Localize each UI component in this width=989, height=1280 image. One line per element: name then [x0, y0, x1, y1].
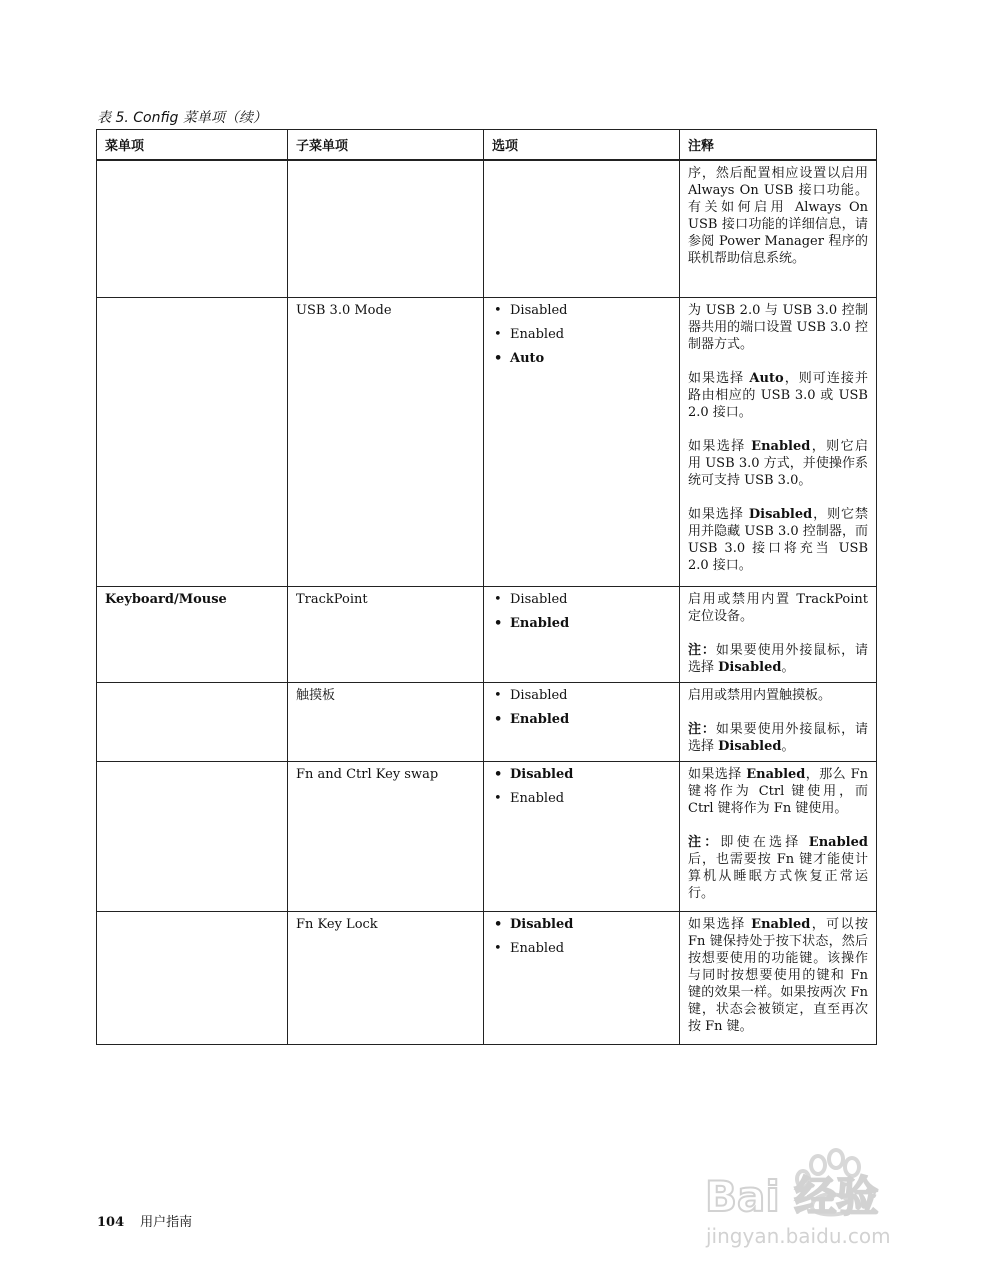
note-text: 如果选择: [688, 766, 747, 782]
option-item-default: • Disabled: [492, 766, 671, 783]
submenu-cell: [288, 160, 484, 297]
menu-cell: Keyboard/Mouse: [97, 586, 288, 682]
notes-cell: [680, 586, 877, 682]
note-text: 如果选择: [688, 916, 752, 932]
note-paragraph: [688, 438, 868, 489]
note-bold-term: Auto: [749, 370, 784, 386]
note-text: 。: [781, 659, 795, 675]
note-text: ，则它禁用并隐藏 USB 3.0 控制器，而 USB 3.0 接口将充当 USB 2.0 接口。: [688, 506, 868, 573]
option-item-default: • Enabled: [492, 615, 671, 632]
note-text: 如果选择: [688, 438, 752, 454]
option-item: • Enabled: [492, 790, 671, 807]
note-paragraph: 启用或禁用内置 TrackPoint 定位设备。: [688, 591, 868, 624]
options-list: [492, 766, 671, 807]
note-text: ，那么 Fn 键将作为 Ctrl 键使用，而 Ctrl 键将作为 Fn 键使用。: [688, 766, 868, 816]
note-label: 注：: [688, 721, 716, 737]
option-item-default: • Enabled: [492, 711, 671, 728]
table-row: [97, 911, 877, 1044]
document-title: 用户指南: [140, 1215, 193, 1230]
options-list: [492, 302, 671, 367]
note-bold-term: Disabled: [718, 659, 782, 675]
note-text: 即使在选择: [720, 834, 809, 850]
note-text: ，则可连接并路由相应的 USB 3.0 或 USB 2.0 接口。: [688, 370, 868, 420]
note-text: 如果要使用外接鼠标，请选择: [688, 721, 868, 754]
submenu-cell: TrackPoint: [288, 586, 484, 682]
notes-cell: [680, 160, 877, 297]
option-item: • Disabled: [492, 591, 671, 608]
notes-cell: [680, 682, 877, 761]
header-menu-item: 菜单项: [97, 130, 288, 161]
baidu-watermark: [700, 1145, 940, 1255]
note-paragraph: [688, 834, 868, 902]
menu-cell: [97, 761, 288, 911]
header-options: 选项: [484, 130, 680, 161]
table-row: [97, 682, 877, 761]
options-cell: [484, 297, 680, 586]
table-row: [97, 160, 877, 297]
notes-cell: [680, 297, 877, 586]
note-bold-term: Disabled: [748, 506, 813, 522]
note-bold-term: Enabled: [751, 438, 811, 454]
note-text: 如果选择: [688, 370, 750, 386]
note-bold-term: Enabled: [808, 834, 868, 850]
options-cell: [484, 911, 680, 1044]
options-list: [492, 687, 671, 728]
note-paragraph: [688, 766, 868, 817]
table-row: [97, 761, 877, 911]
note-bold-term: Disabled: [718, 738, 782, 754]
note-label: 注：: [688, 834, 721, 850]
submenu-cell: Fn Key Lock: [288, 911, 484, 1044]
options-list: [492, 916, 671, 957]
header-notes: 注释: [680, 130, 877, 161]
header-submenu-item: 子菜单项: [288, 130, 484, 161]
options-list: [492, 591, 671, 632]
note-paragraph: [688, 721, 868, 755]
options-cell: [484, 586, 680, 682]
table-header-row: [97, 130, 877, 161]
submenu-cell: USB 3.0 Mode: [288, 297, 484, 586]
options-cell: [484, 160, 680, 297]
menu-cell: [97, 160, 288, 297]
notes-cell: [680, 761, 877, 911]
option-item-default: • Auto: [492, 350, 671, 367]
note-text: 如果要使用外接鼠标，请选择: [688, 642, 868, 675]
options-cell: [484, 761, 680, 911]
watermark-url: jingyan.baidu.com: [706, 1224, 891, 1248]
watermark-logo-text: Bai 经验: [705, 1172, 879, 1221]
notes-cell: [680, 911, 877, 1044]
note-label: 注：: [688, 642, 716, 658]
option-item: • Disabled: [492, 687, 671, 704]
note-bold-term: Enabled: [751, 916, 811, 932]
note-bold-term: Enabled: [746, 766, 806, 782]
menu-cell: [97, 297, 288, 586]
note-paragraph: 启用或禁用内置触摸板。: [688, 687, 832, 703]
table-row: [97, 297, 877, 586]
note-text: 。: [781, 738, 795, 754]
config-menu-table: [96, 129, 877, 1045]
note-paragraph: 为 USB 2.0 与 USB 3.0 控制器共用的端口设置 USB 3.0 控制器方式。: [688, 302, 868, 352]
note-paragraph: [688, 370, 868, 421]
option-item-default: • Disabled: [492, 916, 671, 933]
submenu-cell: Fn and Ctrl Key swap: [288, 761, 484, 911]
note-paragraph: 序，然后配置相应设置以启用 Always On USB 接口功能。有关如何启用 Always On USB 接口功能的详细信息，请参阅 Power Manager 程序的联机帮助信息系统。: [688, 166, 868, 266]
page-footer: [97, 1211, 192, 1230]
submenu-cell: 触摸板: [288, 682, 484, 761]
table-caption: 表 5. Config 菜单项（续）: [97, 110, 267, 126]
note-paragraph: [688, 642, 868, 676]
note-text: ，则它启用 USB 3.0 方式，并使操作系统可支持 USB 3.0。: [688, 438, 868, 488]
page-number: 104: [97, 1215, 125, 1230]
options-cell: [484, 682, 680, 761]
table-row: [97, 586, 877, 682]
menu-cell: [97, 911, 288, 1044]
note-paragraph: [688, 506, 868, 574]
option-item: • Enabled: [492, 940, 671, 957]
note-text: 如果选择: [688, 506, 749, 522]
menu-cell: [97, 682, 288, 761]
option-item: • Enabled: [492, 326, 671, 343]
note-paragraph: [688, 916, 868, 1035]
note-text: 后，也需要按 Fn 键才能使计算机从睡眠方式恢复正常运行。: [688, 851, 868, 901]
option-item: • Disabled: [492, 302, 671, 319]
baidu-paw-logo-icon: [700, 1145, 940, 1255]
note-text: ，可以按 Fn 键保持处于按下状态，然后按想要使用的功能键。该操作与同时按想要使用的键和 Fn 键的效果一样。如果按两次 Fn 键，状态会被锁定，直至再次按 Fn 键。: [688, 916, 868, 1034]
